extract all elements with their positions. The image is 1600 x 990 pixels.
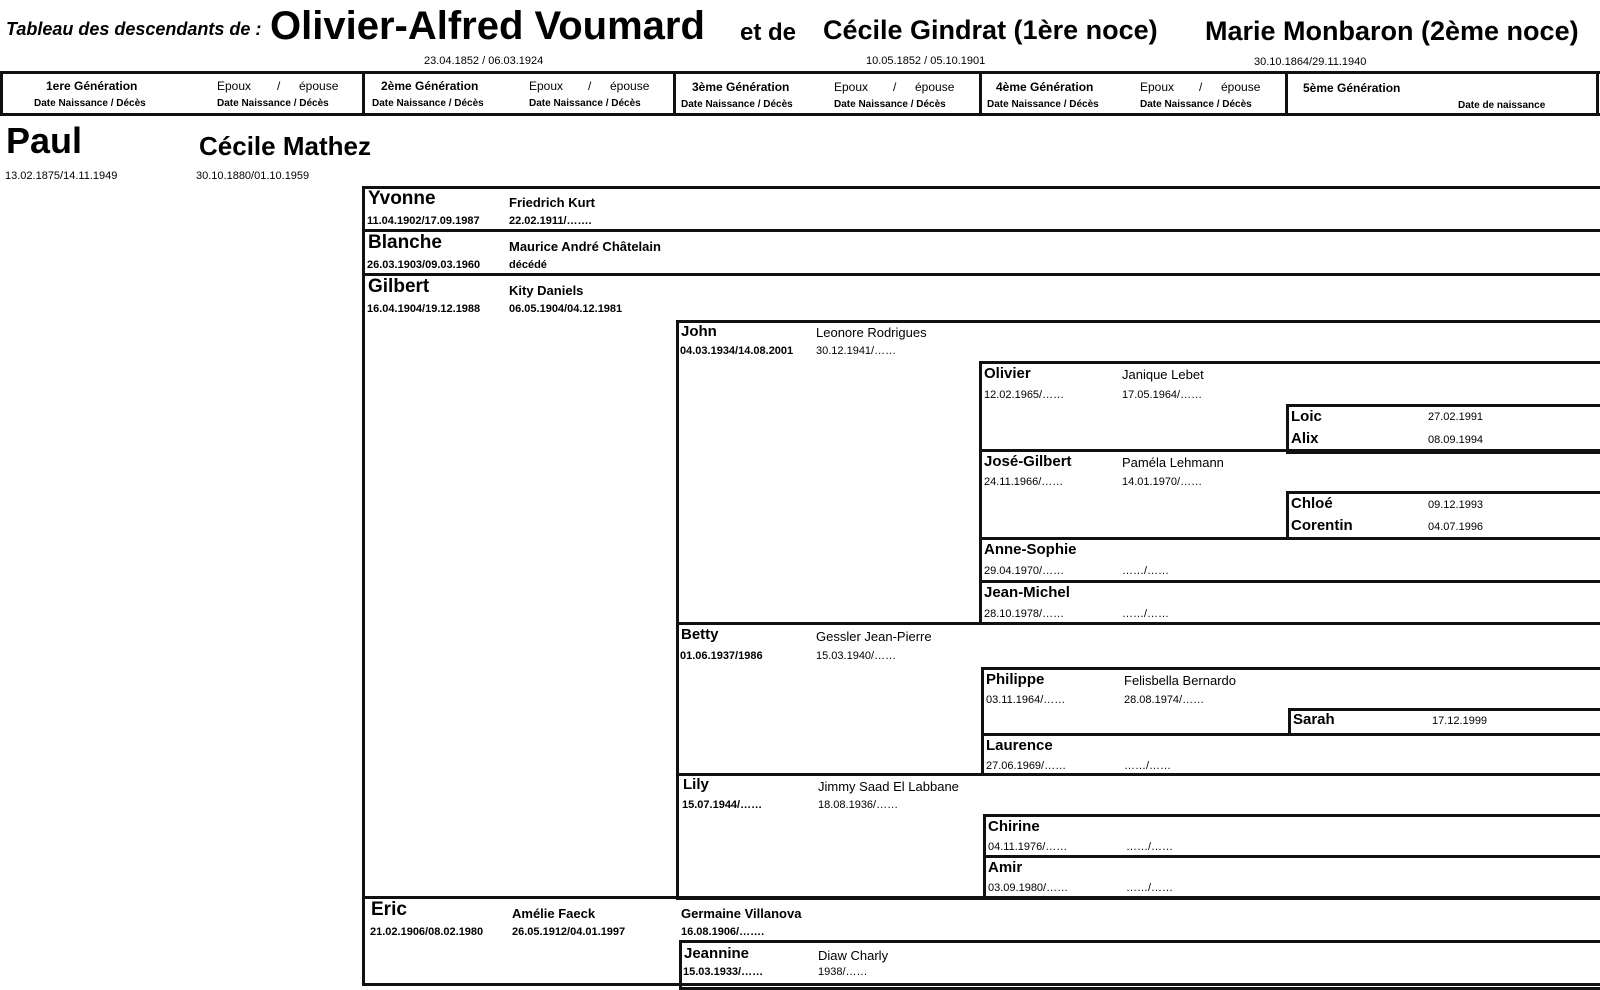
ancestor-dates: 23.04.1852 / 06.03.1924: [424, 55, 544, 67]
person-name: Olivier: [984, 365, 1031, 382]
spouse-dates: 22.02.1911/…….: [509, 215, 592, 227]
spouse-dates: 28.08.1974/……: [1124, 694, 1205, 706]
person-name: Sarah: [1293, 711, 1335, 728]
person-dates: 03.09.1980/……: [988, 882, 1069, 894]
et-de-label: et de: [740, 19, 797, 46]
header-divider: [979, 71, 982, 116]
spouse-name: Jimmy Saad El Labbane: [818, 779, 959, 794]
person-name: Corentin: [1291, 517, 1353, 534]
spouse-name: Amélie Faeck: [512, 906, 596, 921]
header-divider: [0, 71, 3, 116]
person-name: Chloé: [1291, 495, 1333, 512]
column-header-sublabel: Date Naissance / Décès: [681, 99, 793, 110]
person-dates: 15.07.1944/……: [682, 799, 763, 811]
column-header-label: /: [588, 79, 592, 93]
person-name: Jean-Michel: [984, 584, 1070, 601]
person-birth-date: 08.09.1994: [1428, 434, 1484, 446]
column-header-sublabel: Date Naissance / Décès: [987, 99, 1099, 110]
spouse-dates: 30.12.1941/……: [816, 345, 897, 357]
column-header-sublabel: Date Naissance / Décès: [34, 98, 146, 109]
person-dates: 11.04.1902/17.09.1987: [367, 215, 480, 227]
spouse-name: Friedrich Kurt: [509, 195, 595, 210]
person-name: Betty: [681, 626, 719, 643]
person-name: Anne-Sophie: [984, 541, 1077, 558]
person-name: John: [681, 323, 717, 340]
person-dates: 27.06.1969/……: [986, 760, 1067, 772]
row-divider: [983, 855, 1600, 858]
person-name: Philippe: [986, 671, 1045, 688]
header-bottom-rule: [0, 113, 1600, 116]
person-name: Gilbert: [368, 276, 430, 297]
spouse-name: Diaw Charly: [818, 948, 889, 963]
person-birth-date: 27.02.1991: [1428, 411, 1484, 423]
person-name: José-Gilbert: [984, 453, 1072, 470]
wife1-name: Cécile Gindrat (1ère noce): [823, 15, 1158, 45]
person-name: Jeannine: [684, 945, 750, 962]
person-dates: 01.06.1937/1986: [680, 650, 763, 662]
spouse-dates: 06.05.1904/04.12.1981: [509, 303, 623, 315]
column-header-label: Epoux: [217, 79, 252, 93]
second-spouse-dates: 16.08.1906/…….: [681, 926, 765, 938]
person-dates: 03.11.1964/……: [986, 694, 1066, 706]
spouse-name: Kity Daniels: [509, 283, 584, 298]
spouse-name: Felisbella Bernardo: [1124, 673, 1237, 688]
ancestor-name: Olivier-Alfred Voumard: [270, 4, 705, 48]
person-dates: 28.10.1978/……: [984, 608, 1065, 620]
header-divider: [1285, 71, 1288, 116]
wife1-dates: 10.05.1852 / 05.10.1901: [866, 55, 986, 67]
wife2-dates: 30.10.1864/29.11.1940: [1254, 56, 1367, 68]
spouse-dates: ……/……: [1124, 760, 1172, 772]
column-header-label: Epoux: [834, 80, 869, 94]
column-header-sublabel: Date Naissance / Décès: [217, 98, 329, 109]
person-dates: 26.03.1903/09.03.1960: [367, 259, 481, 271]
person-name: Amir: [988, 859, 1023, 876]
person-dates: 04.03.1934/14.08.2001: [680, 345, 794, 357]
column-header-label: /: [277, 79, 281, 93]
column-header-label: /: [1199, 80, 1203, 94]
spouse-name: Gessler Jean-Pierre: [816, 629, 932, 644]
person-name: Laurence: [986, 737, 1053, 754]
column-header-label: épouse: [915, 80, 955, 94]
column-header-label: épouse: [299, 79, 339, 93]
column-header-label: 2ème Génération: [381, 79, 479, 93]
spouse-dates: 18.08.1936/……: [818, 799, 899, 811]
column-header-sublabel: Date Naissance / Décès: [1140, 99, 1252, 110]
row-divider: [979, 580, 1600, 583]
person-name: Alix: [1291, 430, 1319, 447]
spouse-dates: ……/……: [1122, 565, 1170, 577]
column-header-label: 5ème Génération: [1303, 81, 1401, 95]
column-header-label: épouse: [610, 79, 650, 93]
person-birth-date: 17.12.1999: [1432, 715, 1488, 727]
spouse-name: Maurice André Châtelain: [509, 239, 661, 254]
column-header-label: épouse: [1221, 80, 1261, 94]
person-birth-date: 09.12.1993: [1428, 499, 1484, 511]
spouse-name: Leonore Rodrigues: [816, 325, 927, 340]
column-header-sublabel: Date Naissance / Décès: [834, 99, 946, 110]
person-name: Loic: [1291, 408, 1322, 425]
person-dates: 21.02.1906/08.02.1980: [370, 926, 484, 938]
spouse-dates: 26.05.1912/04.01.1997: [512, 926, 626, 938]
row-divider: [362, 273, 1600, 276]
person-birth-date: 04.07.1996: [1428, 521, 1484, 533]
column-header-sublabel: Date Naissance / Décès: [529, 98, 641, 109]
spouse-dates: ……/……: [1126, 841, 1174, 853]
spouse-name: Cécile Mathez: [199, 131, 371, 161]
person-dates: 24.11.1966/……: [984, 476, 1064, 488]
column-header-label: 4ème Génération: [996, 80, 1094, 94]
person-name: Chirine: [988, 818, 1040, 835]
person-name: Lily: [683, 776, 709, 793]
person-name: Blanche: [368, 232, 442, 253]
column-header-label: /: [893, 80, 897, 94]
spouse-dates: 1938/……: [818, 966, 868, 978]
person-dates: 15.03.1933/……: [683, 966, 764, 978]
spouse-dates: 15.03.1940/……: [816, 650, 897, 662]
column-header-label: Epoux: [529, 79, 564, 93]
page-caption: Tableau des descendants de :: [6, 19, 262, 39]
wife2-name: Marie Monbaron (2ème noce): [1205, 16, 1579, 46]
spouse-dates: 14.01.1970/……: [1122, 476, 1203, 488]
second-spouse-name: Germaine Villanova: [681, 906, 802, 921]
person-name: Yvonne: [368, 188, 436, 209]
spouse-dates: 17.05.1964/……: [1122, 389, 1203, 401]
spouse-dates: ……/……: [1126, 882, 1174, 894]
header-top-rule: [0, 71, 1600, 74]
column-header-sublabel: Date Naissance / Décès: [372, 98, 484, 109]
row-divider: [362, 229, 1600, 232]
header-divider: [362, 71, 365, 116]
column-header-label: Epoux: [1140, 80, 1175, 94]
column-header-label: 3ème Génération: [692, 80, 790, 94]
person-dates: 29.04.1970/……: [984, 565, 1065, 577]
column-header-sublabel: Date de naissance: [1458, 100, 1546, 111]
spouse-dates: ……/……: [1122, 608, 1170, 620]
person-name: Paul: [6, 120, 83, 161]
header-divider: [1596, 71, 1599, 116]
person-name: Eric: [371, 899, 407, 920]
spouse-name: Janique Lebet: [1122, 367, 1204, 382]
spouse-dates: 30.10.1880/01.10.1959: [196, 170, 310, 182]
header-divider: [673, 71, 676, 116]
person-dates: 04.11.1976/……: [988, 841, 1068, 853]
person-dates: 16.04.1904/19.12.1988: [367, 303, 481, 315]
person-dates: 12.02.1965/……: [984, 389, 1065, 401]
person-dates: 13.02.1875/14.11.1949: [5, 170, 118, 182]
column-header-label: 1ere Génération: [46, 79, 138, 93]
spouse-name: Paméla Lehmann: [1122, 455, 1224, 470]
spouse-dates: décédé: [509, 259, 547, 271]
